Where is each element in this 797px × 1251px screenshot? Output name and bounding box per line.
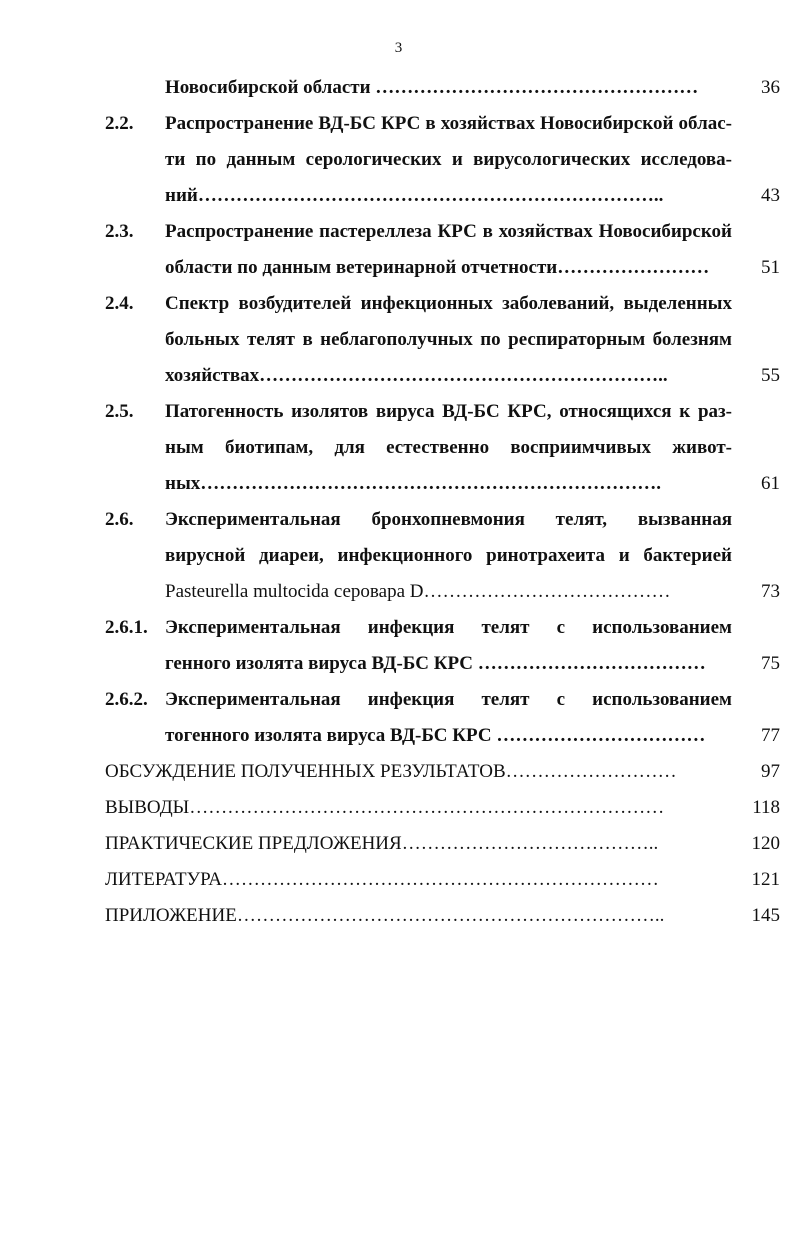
toc-entry: [105, 214, 780, 286]
toc-entry-page: 61: [761, 473, 780, 494]
toc-section: [105, 826, 780, 862]
toc-entry: [105, 106, 780, 214]
toc-entry-number: 2.2.: [105, 113, 134, 134]
toc-entry-text: Распространение пастереллеза КРС в хозяйствах Новосибирской: [165, 221, 732, 242]
toc-entry-number: 2.6.: [105, 509, 134, 530]
toc-entry: [105, 682, 780, 754]
toc-entry-text: хозяйствах………………………………………………………..: [165, 365, 668, 386]
toc-entry-text: области по данным ветеринарной отчетности……………………: [165, 257, 710, 278]
toc-entry-text: вирусной диареи, инфекционного ринотрахеита и бактерией: [165, 545, 732, 566]
toc-entry-text: генного изолята вируса ВД-БС КРС ………………………………: [165, 653, 706, 674]
toc-entry-text: Патогенность изолятов вируса ВД-БС КРС, относящихся к раз-: [165, 401, 732, 422]
toc-section-title: ЛИТЕРАТУРА……………………………………………………………: [105, 869, 659, 890]
toc-entry-page: 77: [761, 725, 780, 746]
toc-entry: [105, 394, 780, 502]
toc-entry-page: 36: [761, 77, 780, 98]
toc-entry-text: тогенного изолята вируса ВД-БС КРС ……………………………: [165, 725, 706, 746]
toc-entry-text: Спектр возбудителей инфекционных заболеваний, выделенных: [165, 293, 732, 314]
toc-section-title: ВЫВОДЫ…………………………………………………………………: [105, 797, 665, 818]
toc-entry-page: 75: [761, 653, 780, 674]
toc-entry: [105, 286, 780, 394]
toc-section-title: ОБСУЖДЕНИЕ ПОЛУЧЕННЫХ РЕЗУЛЬТАТОВ………………………: [105, 761, 677, 782]
toc-entry-number: 2.4.: [105, 293, 134, 314]
toc-entry-text: Новосибирской области ……………………………………………: [165, 77, 699, 98]
toc-entry-number: 2.5.: [105, 401, 134, 422]
toc-entry-text: Распространение ВД-БС КРС в хозяйствах Новосибирской облас-: [165, 113, 732, 134]
toc-entry-text: Экспериментальная бронхопневмония телят, вызванная: [165, 509, 732, 530]
toc-section-page: 145: [751, 905, 780, 926]
table-of-contents: [105, 70, 780, 934]
toc-entry-number: 2.6.2.: [105, 689, 148, 710]
toc-entry-text: ным биотипам, для естественно восприимчивых живот-: [165, 437, 732, 458]
toc-section-page: 121: [751, 869, 780, 890]
toc-entry-text: ных……………………………………………………………….: [165, 473, 662, 494]
toc-section-page: 120: [751, 833, 780, 854]
toc-entry-number: 2.3.: [105, 221, 134, 242]
toc-section-page: 118: [752, 797, 780, 818]
toc-entry-page: 43: [761, 185, 780, 206]
toc-entry-text: больных телят в неблагополучных по респираторным болезням: [165, 329, 732, 350]
toc-entry-text: ти по данным серологических и вирусологических исследова-: [165, 149, 732, 170]
toc-section-title: ПРАКТИЧЕСКИЕ ПРЕДЛОЖЕНИЯ…………………………………..: [105, 833, 659, 854]
toc-section: [105, 862, 780, 898]
toc-entry-number: 2.6.1.: [105, 617, 148, 638]
toc-entry-text: Pasteurella multocida серовара D…………………………………: [165, 581, 671, 602]
toc-section: [105, 898, 780, 934]
toc-entry: [105, 70, 780, 106]
toc-section: [105, 754, 780, 790]
toc-entry: [105, 502, 780, 610]
toc-section-page: 97: [761, 761, 780, 782]
toc-entry: [105, 610, 780, 682]
toc-entry-page: 73: [761, 581, 780, 602]
page-number: 3: [394, 40, 403, 56]
toc-entry-page: 51: [761, 257, 780, 278]
toc-section-title: ПРИЛОЖЕНИЕ…………………………………………………………..: [105, 905, 665, 926]
toc-entry-text: Экспериментальная инфекция телят с использованием: [165, 617, 732, 638]
toc-entry-text: ний………………………………………………………………..: [165, 185, 664, 206]
toc-entry-page: 55: [761, 365, 780, 386]
toc-section: [105, 790, 780, 826]
toc-entry-text: Экспериментальная инфекция телят с использованием: [165, 689, 732, 710]
